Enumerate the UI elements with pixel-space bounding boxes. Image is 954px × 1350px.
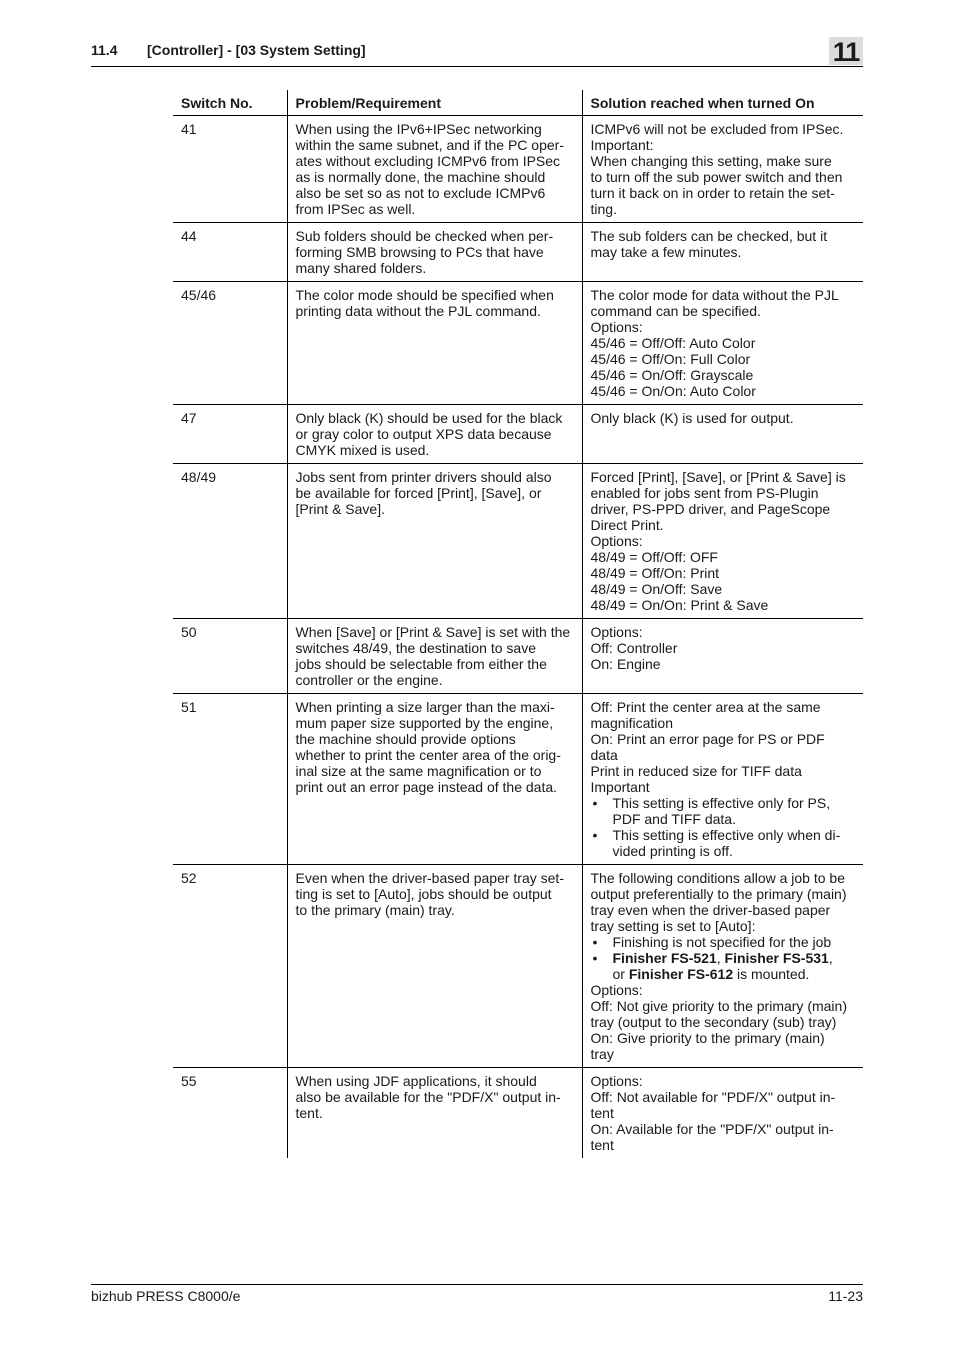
problem-line: When printing a size larger than the maxi- xyxy=(295,699,555,715)
problem-line: printing data without the PJL command. xyxy=(295,303,541,319)
table-header-row xyxy=(173,90,863,116)
solution-cell xyxy=(582,116,863,223)
chapter-number-tab: 11 xyxy=(829,37,863,65)
finisher-model: Finisher FS-612 xyxy=(628,966,734,982)
solution-line: ting. xyxy=(590,201,617,217)
table-row xyxy=(173,694,863,865)
solution-line: On: Engine xyxy=(590,656,661,672)
table-row xyxy=(173,464,863,619)
problem-line: Jobs sent from printer drivers should also xyxy=(295,469,552,485)
table-body xyxy=(173,116,863,1159)
bullet-item xyxy=(591,827,856,859)
table-row xyxy=(173,619,863,694)
solution-line: tray setting is set to [Auto]: xyxy=(590,918,756,934)
solution-line: tray even when the driver-based paper xyxy=(590,902,831,918)
solution-line: turn it back on in order to retain the set- xyxy=(590,185,835,201)
solution-line: The following conditions allow a job to be xyxy=(590,870,845,886)
problem-line: from IPSec as well. xyxy=(295,201,416,217)
problem-line: jobs should be selectable from either the xyxy=(295,656,547,672)
solution-line: Only black (K) is used for output. xyxy=(590,410,794,426)
table-row xyxy=(173,1068,863,1159)
switch-number-cell: 41 xyxy=(173,116,287,223)
section-number: 11.4 xyxy=(91,42,118,58)
switch-number-cell: 48/49 xyxy=(173,464,287,619)
bullet-item xyxy=(591,950,856,982)
solution-line: Options: xyxy=(590,982,643,998)
problem-line: tent. xyxy=(295,1105,323,1121)
problem-line: inal size at the same magnification or to xyxy=(295,763,542,779)
solution-line: Important xyxy=(590,779,650,795)
section-title: [Controller] - [03 System Setting] xyxy=(147,42,366,58)
problem-cell xyxy=(287,694,582,865)
table-row xyxy=(173,116,863,223)
switch-number-cell: 51 xyxy=(173,694,287,865)
solution-cell xyxy=(582,464,863,619)
bullet-text: or xyxy=(612,966,629,982)
solution-line: On: Print an error page for PS or PDF xyxy=(590,731,825,747)
solution-line: driver, PS-PPD driver, and PageScope xyxy=(590,501,831,517)
solution-line: 45/46 = On/Off: Grayscale xyxy=(590,367,754,383)
problem-cell xyxy=(287,282,582,405)
solution-line: Off: Not available for "PDF/X" output in- xyxy=(590,1089,836,1105)
solution-line: output preferentially to the primary (main) xyxy=(590,886,847,902)
problem-line: within the same subnet, and if the PC oper- xyxy=(295,137,564,153)
solution-line: Options: xyxy=(590,1073,643,1089)
problem-line: also be available for the "PDF/X" output in- xyxy=(295,1089,561,1105)
bullet-line: PDF and TIFF data. xyxy=(612,811,736,827)
solution-line: to turn off the sub power switch and then xyxy=(590,169,843,185)
problem-line: whether to print the center area of the orig- xyxy=(295,747,561,763)
problem-cell xyxy=(287,405,582,464)
finisher-model: Finisher FS-521 xyxy=(612,950,717,966)
solution-line: Print in reduced size for TIFF data xyxy=(590,763,802,779)
column-header-solution: Solution reached when turned On xyxy=(582,90,863,116)
solution-line: Off: Controller xyxy=(590,640,678,656)
problem-line: also be set so as not to exclude ICMPv6 xyxy=(295,185,546,201)
switch-number-cell: 45/46 xyxy=(173,282,287,405)
problem-cell xyxy=(287,1068,582,1159)
solution-line: Off: Print the center area at the same xyxy=(590,699,821,715)
problem-line: CMYK mixed is used. xyxy=(295,442,430,458)
solution-line: 48/49 = On/Off: Save xyxy=(590,581,723,597)
solution-line: command can be specified. xyxy=(590,303,761,319)
solution-line: The sub folders can be checked, but it xyxy=(590,228,828,244)
page-number: 11-23 xyxy=(828,1288,863,1304)
solution-line: Important: xyxy=(590,137,654,153)
solution-cell xyxy=(582,223,863,282)
solution-line: tray (output to the secondary (sub) tray) xyxy=(590,1014,837,1030)
problem-line: ting is set to [Auto], jobs should be output xyxy=(295,886,552,902)
bullet-text: , xyxy=(716,950,725,966)
page-header xyxy=(91,37,863,67)
problem-line: When using JDF applications, it should xyxy=(295,1073,537,1089)
bullet-line: • Finishing is not specified for the job xyxy=(612,934,832,950)
problem-line: [Print & Save]. xyxy=(295,501,385,517)
solution-cell xyxy=(582,405,863,464)
solution-line: tray xyxy=(590,1046,614,1062)
solution-line: On: Give priority to the primary (main) xyxy=(590,1030,825,1046)
table-row xyxy=(173,223,863,282)
finisher-model: Finisher FS-531 xyxy=(724,950,829,966)
system-setting-switch-table xyxy=(173,90,863,1158)
problem-line: Even when the driver-based paper tray set- xyxy=(295,870,564,886)
column-header-problem: Problem/Requirement xyxy=(287,90,582,116)
solution-line: On: Available for the "PDF/X" output in- xyxy=(590,1121,834,1137)
problem-line: Only black (K) should be used for the black xyxy=(295,410,563,426)
solution-cell xyxy=(582,282,863,405)
switch-number-cell: 52 xyxy=(173,865,287,1068)
solution-line: Options: xyxy=(590,319,643,335)
solution-line: The color mode for data without the PJL xyxy=(590,287,839,303)
problem-cell xyxy=(287,223,582,282)
solution-cell xyxy=(582,865,863,1068)
switch-number-cell: 55 xyxy=(181,1073,197,1089)
bullet-text: , xyxy=(828,950,833,966)
solution-line: enabled for jobs sent from PS-Plugin xyxy=(590,485,819,501)
switch-number-cell: 47 xyxy=(173,405,287,464)
problem-cell xyxy=(287,619,582,694)
problem-cell xyxy=(287,116,582,223)
bullet-item xyxy=(591,934,856,950)
solution-line: 48/49 = On/On: Print & Save xyxy=(590,597,769,613)
problem-cell xyxy=(287,464,582,619)
bullet-text: is mounted. xyxy=(733,966,810,982)
solution-line: 45/46 = On/On: Auto Color xyxy=(590,383,756,399)
solution-line: data xyxy=(590,747,618,763)
solution-line: 45/46 = Off/Off: Auto Color xyxy=(590,335,756,351)
problem-line: When using the IPv6+IPSec networking xyxy=(295,121,542,137)
problem-line: When [Save] or [Print & Save] is set with the xyxy=(295,624,571,640)
problem-line: be available for forced [Print], [Save], or xyxy=(295,485,542,501)
solution-line: Options: xyxy=(590,624,643,640)
solution-line: ICMPv6 will not be excluded from IPSec. xyxy=(590,121,844,137)
bullet-line: • This setting is effective only for PS, xyxy=(612,795,831,811)
bullet-item xyxy=(591,795,856,827)
problem-line: Sub folders should be checked when per- xyxy=(295,228,554,244)
solution-cell xyxy=(582,694,863,865)
column-header-switch-no: Switch No. xyxy=(173,90,287,116)
problem-line: switches 48/49, the destination to save xyxy=(295,640,536,656)
page-footer xyxy=(91,1284,863,1304)
problem-line: the machine should provide options xyxy=(295,731,516,747)
problem-line: as is normally done, the machine should xyxy=(295,169,546,185)
product-name: bizhub PRESS C8000/e xyxy=(91,1288,241,1304)
solution-line: may take a few minutes. xyxy=(590,244,742,260)
solution-cell xyxy=(582,619,863,694)
problem-line: controller or the engine. xyxy=(295,672,443,688)
problem-cell xyxy=(287,865,582,1068)
solution-line: tent xyxy=(590,1137,614,1153)
table-row xyxy=(173,865,863,1068)
bullet-line: • This setting is effective only when di- xyxy=(612,827,841,843)
solution-line: Forced [Print], [Save], or [Print & Save] is xyxy=(590,469,846,485)
solution-line: 48/49 = Off/Off: OFF xyxy=(590,549,718,565)
bullet-line: vided printing is off. xyxy=(612,843,733,859)
problem-line: The color mode should be specified when xyxy=(295,287,554,303)
solution-line: magnification xyxy=(590,715,673,731)
solution-line: Direct Print. xyxy=(590,517,664,533)
table-row xyxy=(173,405,863,464)
solution-line: 45/46 = Off/On: Full Color xyxy=(590,351,751,367)
problem-line: print out an error page instead of the data. xyxy=(295,779,558,795)
solution-line: tent xyxy=(590,1105,614,1121)
table-row xyxy=(173,282,863,405)
switch-number-cell: 44 xyxy=(173,223,287,282)
solution-line: When changing this setting, make sure xyxy=(590,153,832,169)
solution-line: Off: Not give priority to the primary (main) xyxy=(590,998,847,1014)
solution-cell xyxy=(582,1068,863,1159)
problem-line: or gray color to output XPS data because xyxy=(295,426,552,442)
problem-line: mum paper size supported by the engine, xyxy=(295,715,554,731)
problem-line: ates without excluding ICMPv6 from IPSec xyxy=(295,153,561,169)
problem-line: to the primary (main) tray. xyxy=(295,902,455,918)
problem-line: forming SMB browsing to PCs that have xyxy=(295,244,544,260)
switch-number-cell: 50 xyxy=(173,619,287,694)
solution-line: Options: xyxy=(590,533,643,549)
problem-line: many shared folders. xyxy=(295,260,427,276)
solution-line: 48/49 = Off/On: Print xyxy=(590,565,720,581)
